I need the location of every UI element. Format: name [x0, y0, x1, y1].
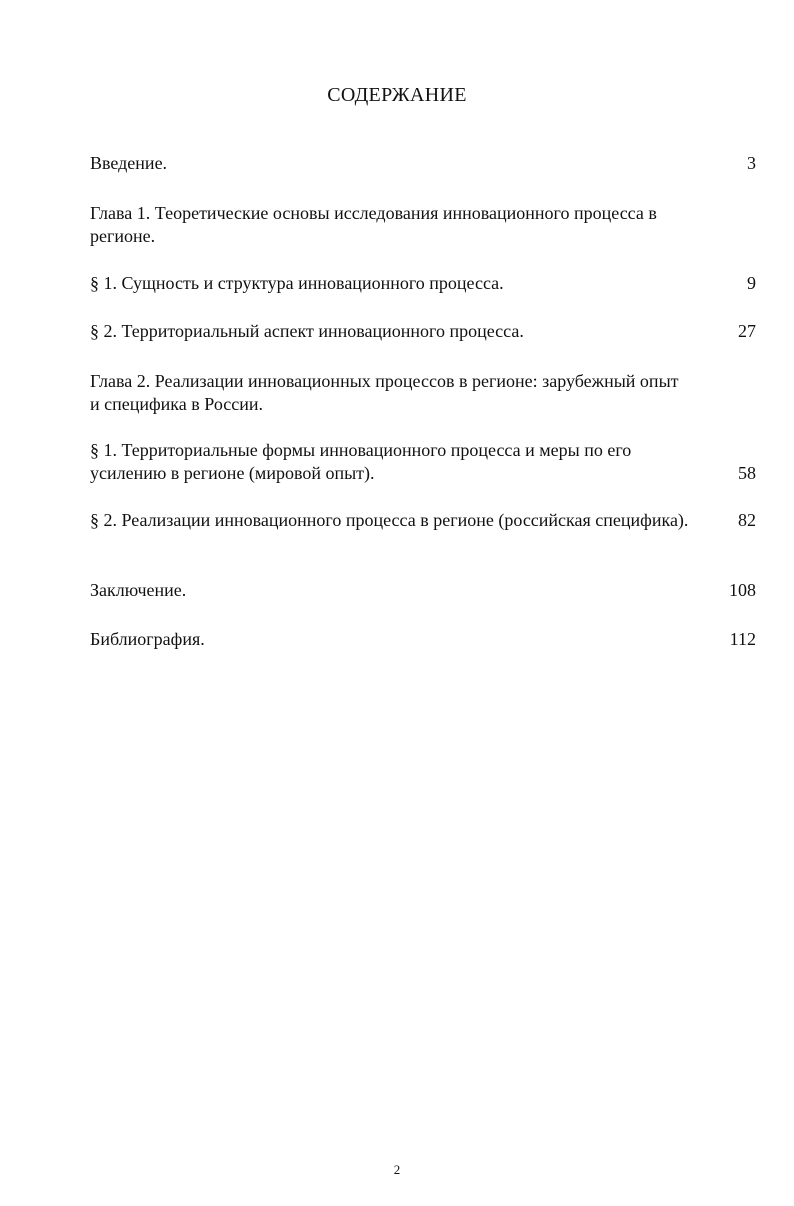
toc-entry-page: 112	[729, 629, 756, 649]
toc-entry-label: § 1. Сущность и структура инновационного процесса.	[90, 273, 504, 293]
toc-entry-page: 82	[738, 510, 756, 530]
toc-entry-chapter-2	[90, 370, 756, 416]
toc-entry-label: Заключение.	[90, 580, 187, 600]
toc-entry-chapter-1-section-2	[90, 320, 756, 343]
toc-entry-label: § 2. Реализации инновационного процесса в регионе (российская специфика).	[90, 510, 689, 530]
toc-entry-label: Библиография.	[90, 629, 205, 649]
toc-entry-label: Введение.	[90, 153, 168, 173]
toc-entry-page: 108	[729, 580, 756, 600]
toc-entry-page: 58	[738, 463, 756, 483]
toc-entry-chapter-2-section-1	[90, 439, 756, 485]
toc-entry-chapter-2-section-2	[90, 509, 756, 532]
toc-entry-page: 9	[747, 273, 756, 293]
toc-entry-page: 3	[747, 153, 756, 173]
toc-entry-conclusion	[90, 579, 756, 602]
page-number: 2	[393, 1162, 401, 1177]
toc-entry-label: § 2. Территориальный аспект инновационного процесса.	[90, 321, 524, 341]
page-title: СОДЕРЖАНИЕ	[327, 84, 467, 106]
toc-entry-page: 27	[738, 321, 756, 341]
toc-entry-chapter-1-section-1	[90, 272, 756, 295]
toc-entry-bibliography	[90, 628, 756, 651]
toc-entry-chapter-1	[90, 202, 756, 248]
toc-entry-label: Глава 1. Теоретические основы исследования инновационного процесса в регионе.	[90, 203, 657, 246]
toc-entry-label: Глава 2. Реализации инновационных процессов в регионе: зарубежный опыт и специфика в России.	[90, 371, 679, 414]
toc-entry-introduction	[90, 152, 756, 175]
toc-entry-label: § 1. Территориальные формы инновационного процесса и меры по его усилению в регионе (мировой опыт).	[90, 440, 632, 483]
